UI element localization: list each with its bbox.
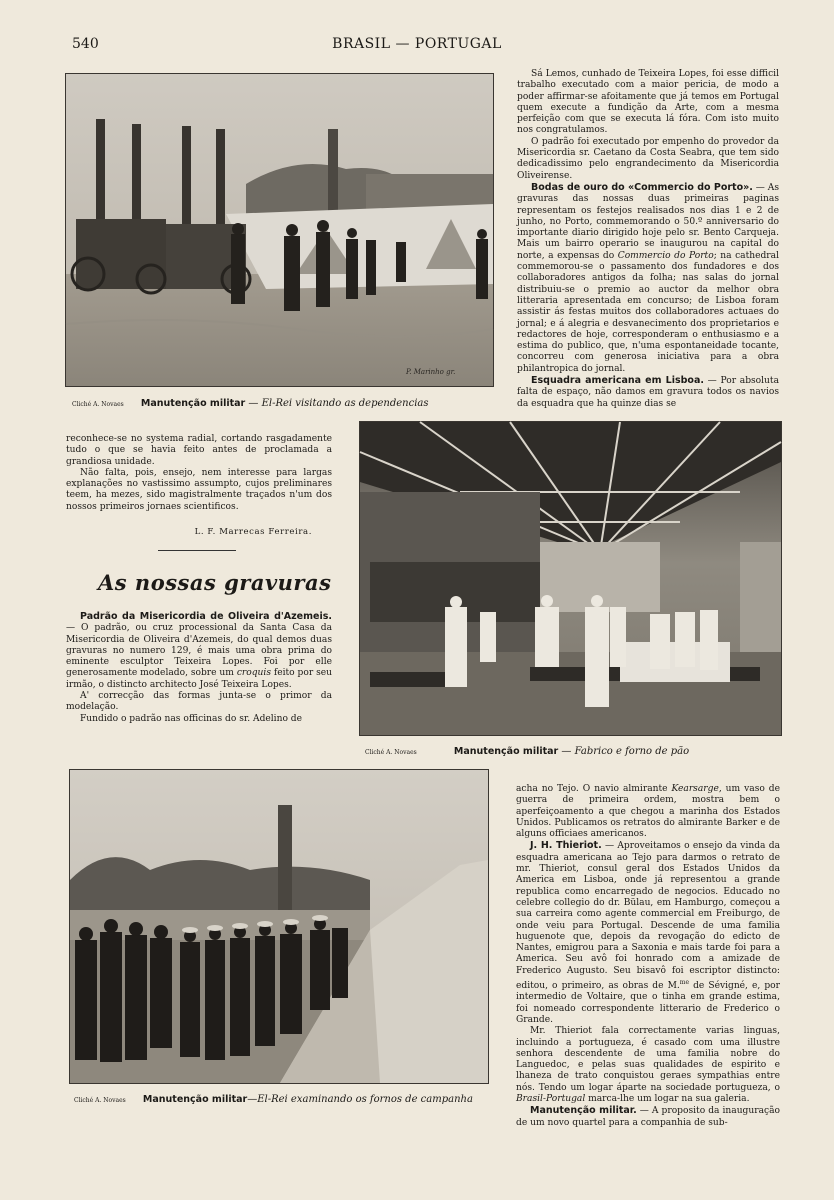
paragraph: Fundido o padrão nas officinas do sr. Adelino de — [80, 713, 303, 724]
caption-credit: Cliché A. Novaes — [74, 1097, 126, 1104]
caption-separator: — — [245, 398, 262, 409]
paragraph-padrao — [66, 611, 332, 691]
text-run: — A proposito da inauguração de um novo quartel para a companhia de sub- — [516, 1106, 780, 1128]
paragraph: A' correcção das formas junta-se o primor da modelação. — [66, 691, 332, 713]
paragraph-bodas — [517, 182, 779, 375]
caption-description: Fabrico e forno de pão — [574, 746, 690, 757]
caption-description: El-Rei visitando as dependencias — [261, 398, 429, 409]
caption-separator: — — [558, 746, 575, 757]
text-run: marca-lhe um logar na sua galeria. — [585, 1094, 750, 1105]
text-run: , um vaso de guerra de primeira ordem, mostra bem o aperfeiçoamento a que chegou a marinha dos Estados Unidos. Publicamos os retratos do almirante Barker e de alguns officiaes americanos. — [516, 784, 781, 840]
caption-separator: — — [247, 1094, 258, 1105]
divider-rule — [158, 550, 236, 551]
superscript: me — [679, 979, 690, 987]
photo-field-ovens — [69, 769, 489, 1084]
column-right-top — [517, 69, 779, 409]
text-run: acha no Tejo. O navio almirante — [516, 784, 672, 794]
text-run-italic: croquis — [236, 668, 271, 679]
text-run-italic: Brasil-Portugal — [516, 1094, 586, 1105]
caption-photo-1 — [72, 398, 429, 409]
subheading: Padrão da Misericordia de Oliveira d'Azemeis. — [80, 611, 332, 622]
text-run-italic: Kearsarge — [671, 784, 719, 794]
paragraph-esquadra — [517, 375, 779, 410]
text-run: ; na cathedral commemorou-se o passamento dos fundadores e dos collaboradores antigos da folha; nas salas do jornal distribuiu-se o premio ao auctor da melhor obra litteraria apresentada em concurso; de Lisboa foram assistir ás festas muitos dos collaboradores actuaes do jornal; e á alegria e desvanecimento dos proprietarios e redactores de hoje, corresponderam o enthusiasmo e a estima do publico, que, n'uma espontaneidade tocante, concorreu com generosa iniciativa para a obra philantropica do jornal. — [517, 250, 779, 374]
engraver-signature: P. Marinho gr. — [406, 368, 456, 376]
page-number: 540 — [72, 36, 99, 52]
caption-photo-3 — [74, 1094, 473, 1105]
text-run: Mr. Thieriot fala correctamente varias linguas, incluindo a portugueza, é casado com uma illustre senhora descendente de uma familia nobre do Languedoc, e pelas suas qualidades de espirito e lhaneza de trato conquistou geraes sympathias entre nós. Tendo um logar áparte na sociedade portugueza, o — [516, 1026, 780, 1093]
column-right-low — [516, 784, 781, 1128]
paragraph — [516, 1026, 780, 1105]
text-run: — O padrão, ou cruz processional da Santa Casa da Misericordia de Oliveira d'Azemeis, do qual demos duas gravuras no numero 129, é mais uma obra prima do eminente esculptor Teixeira Lopes. Foi por elle generosamente modelado, sobre um — [66, 623, 332, 679]
photo-bakery — [359, 421, 782, 736]
caption-description: El-Rei examinando os fornos de campanha — [257, 1094, 473, 1105]
subheading: Esquadra americana em Lisboa. — [531, 375, 704, 387]
text-run: — Por absoluta falta de espaço, não damos em gravura todos os navios da esquadra que ha quinze dias se — [517, 376, 779, 409]
caption-label: Manutenção militar — [453, 746, 559, 757]
paragraph: O padrão foi executado por empenho do provedor da Misericordia sr. Caetano da Costa Seabra, que tem sido dedicadissimo pelo engrandecimento da Misericordia Oliveirense. — [517, 136, 779, 181]
text-run: — As gravuras das nossas duas primeiras paginas representam os festejos realisados nos dias 1 e 2 de junho, no Porto, commemorando o 50.º anniversario do importante diario dirigido hoje pelo sr. Bento Carqueja. Mais um bairro operario se inaugurou na capital do norte, a expensas do — [517, 182, 779, 261]
paragraph-thieriot — [516, 840, 780, 1026]
running-title: BRASIL — PORTUGAL — [332, 36, 502, 52]
caption-credit: Cliché A. Novaes — [365, 749, 417, 756]
paragraph: Não falta, pois, ensejo, nem interesse para largas explanações no vastissimo assumpto, cujos preliminares teem, ha mezes, sido magistralmente traçados n'um dos nossos primeiros jornaes scientificos. — [66, 467, 332, 512]
text-run: feito por seu irmão, o distincto architecto José Teixeira Lopes. — [66, 668, 332, 690]
paragraph: Sá Lemos, cunhado de Teixeira Lopes, foi esse difficil trabalho executado com a maior pericia, de modo a poder affirmar-se afoitamente que já temos em Portugal quem execute a fundição da Arte, com a mesma perfeição com que se executa lá fóra. Com isto muito nos congratulamos. — [517, 69, 779, 136]
author-signature: L. F. Marrecas Ferreira. — [194, 527, 312, 537]
text-run: de Sévigné, e, por intermedio de Voltaire, que o tinha em grande estima, foi nomeado correspondente litterario de Frederico o Grande. — [516, 981, 780, 1025]
caption-label: Manutenção militar — [140, 398, 246, 409]
section-title: As nossas gravuras — [98, 570, 332, 595]
text-run: — Aproveitamos o ensejo da vinda da esquadra americana ao Tejo para darmos o retrato de mr. Thieriot, consul geral dos Estados Unidos da America em Lisboa, onde já representou a grande republica como encarregado de negocios. Educado no celebre collegio do dr. Bülau, em Hamburgo, começou a sua carreira como agente commercial em Freiburgo, de onde veiu para Portugal. Descende de uma familia huguenote que, depois da revogação do edicto de Nantes, emigrou para a Saxonia e mais tarde foi para a America. Seu avô foi honrado com a amizade de Frederico Augusto. Seu bisavô foi escriptor distincto: editou, o primeiro, as obras de M. — [516, 841, 780, 992]
photo-king-visiting — [65, 73, 494, 387]
caption-credit: Cliché A. Novaes — [72, 401, 124, 408]
caption-photo-2 — [365, 746, 689, 757]
column-left-mid — [66, 434, 332, 518]
caption-label: Manutenção militar — [142, 1094, 248, 1105]
paragraph-manutencao — [516, 1105, 780, 1129]
paragraph: reconhece-se no systema radial, cortando rasgadamente tudo o que se havia feito antes de proclamada a grandiosa unidade. — [66, 434, 332, 467]
text-run-italic: Commercio do Porto — [617, 250, 714, 261]
subheading: J. H. Thieriot. — [530, 840, 602, 852]
subheading: Manutenção militar. — [530, 1105, 637, 1117]
column-left-low — [66, 611, 332, 747]
subheading: Bodas de ouro do «Commercio do Porto». — [531, 181, 753, 193]
paragraph — [516, 784, 780, 840]
